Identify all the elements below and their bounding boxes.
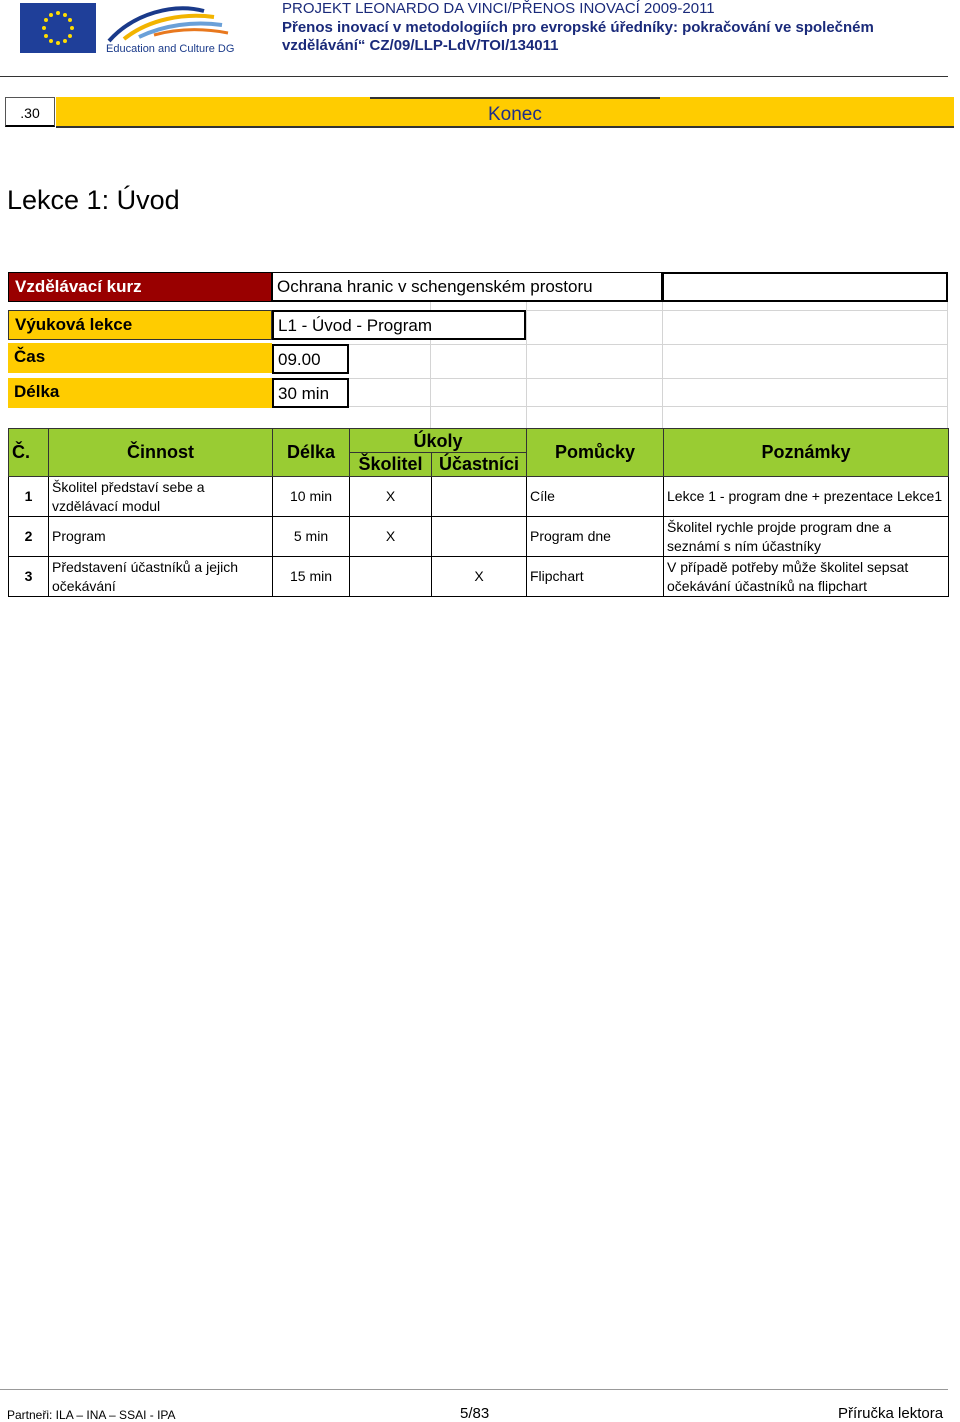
footer-page-number: 5/83: [460, 1405, 490, 1422]
lesson-label: Výuková lekce: [8, 310, 272, 340]
row-notes: V případě potřeby může školitel sepsat očekávání účastníků na flipchart: [664, 557, 949, 597]
table-row: [9, 557, 949, 597]
time-value: 09.00: [272, 344, 349, 374]
konec-time-cell: .30: [5, 97, 55, 127]
table-header-row: [9, 429, 949, 453]
row-num: 3: [9, 557, 49, 597]
length-value: 30 min: [272, 378, 349, 408]
row-participants: [432, 477, 527, 517]
time-label: Čas: [8, 343, 272, 373]
row-length: 10 min: [273, 477, 350, 517]
row-aids: Flipchart: [527, 557, 664, 597]
header-participants: Účastníci: [432, 453, 527, 477]
row-length: 5 min: [273, 517, 350, 557]
row-num: 1: [9, 477, 49, 517]
course-value: Ochrana hranic v schengenském prostoru: [272, 272, 662, 302]
header-num: Č.: [9, 429, 49, 477]
header-aids: Pomůcky: [527, 429, 664, 477]
header-activity: Činnost: [49, 429, 273, 477]
table-row: [9, 517, 949, 557]
footer-title: Příručka lektora: [838, 1405, 944, 1422]
grid-line: [662, 302, 663, 428]
header-length: Délka: [273, 429, 350, 477]
grid-line: [272, 378, 948, 379]
row-participants: [432, 517, 527, 557]
header-subtitle: Přenos inovací v metodologiích pro evropské úředníky: pokračování ve společném: [282, 19, 874, 36]
row-activity: Program: [49, 517, 273, 557]
eu-flag-logo: [20, 3, 96, 53]
row-length: 15 min: [273, 557, 350, 597]
row-notes: Školitel rychle projde program dne a seznámí s ním účastníky: [664, 517, 949, 557]
row-trainer: [350, 557, 432, 597]
row-activity: Školitel představí sebe a vzdělávací modul: [49, 477, 273, 517]
row-num: 2: [9, 517, 49, 557]
course-empty-cell: [662, 272, 948, 302]
course-label: Vzdělávací kurz: [8, 272, 272, 302]
header-tasks: Úkoly: [350, 429, 527, 453]
row-trainer: X: [350, 517, 432, 557]
row-activity: Představení účastníků a jejich očekávání: [49, 557, 273, 597]
lesson-value-text: L1 - Úvod - Program: [278, 316, 432, 335]
row-aids: Cíle: [527, 477, 664, 517]
footer-partners: Partneři: ILA – INA – SSAI - IPA: [7, 1408, 176, 1422]
row-notes: Lekce 1 - program dne + prezentace Lekce1: [664, 477, 949, 517]
header-project-title: PROJEKT LEONARDO DA VINCI/PŘENOS INOVACÍ 2009-2011: [282, 0, 715, 17]
header-subtitle-cont: vzdělávání“ CZ/09/LLP-LdV/TOI/134011: [282, 37, 559, 54]
row-trainer: X: [350, 477, 432, 517]
length-label: Délka: [8, 378, 272, 408]
table-row: [9, 477, 949, 517]
row-participants: X: [432, 557, 527, 597]
grid-line: [272, 344, 948, 345]
header-trainer: Školitel: [350, 453, 432, 477]
konec-label: Konec: [488, 104, 542, 125]
grid-line: [272, 406, 948, 407]
header-notes: Poznámky: [664, 429, 949, 477]
lesson-value: [272, 310, 526, 340]
lesson-title: Lekce 1: Úvod: [7, 185, 180, 215]
grid-line: [947, 302, 948, 428]
row-aids: Program dne: [527, 517, 664, 557]
header-divider: [0, 76, 948, 77]
konec-top-border: [370, 97, 660, 99]
activity-table: [8, 428, 949, 597]
logo-text: Education and Culture DG: [106, 43, 235, 55]
grid-line: [526, 302, 527, 428]
footer-divider: [0, 1389, 948, 1390]
